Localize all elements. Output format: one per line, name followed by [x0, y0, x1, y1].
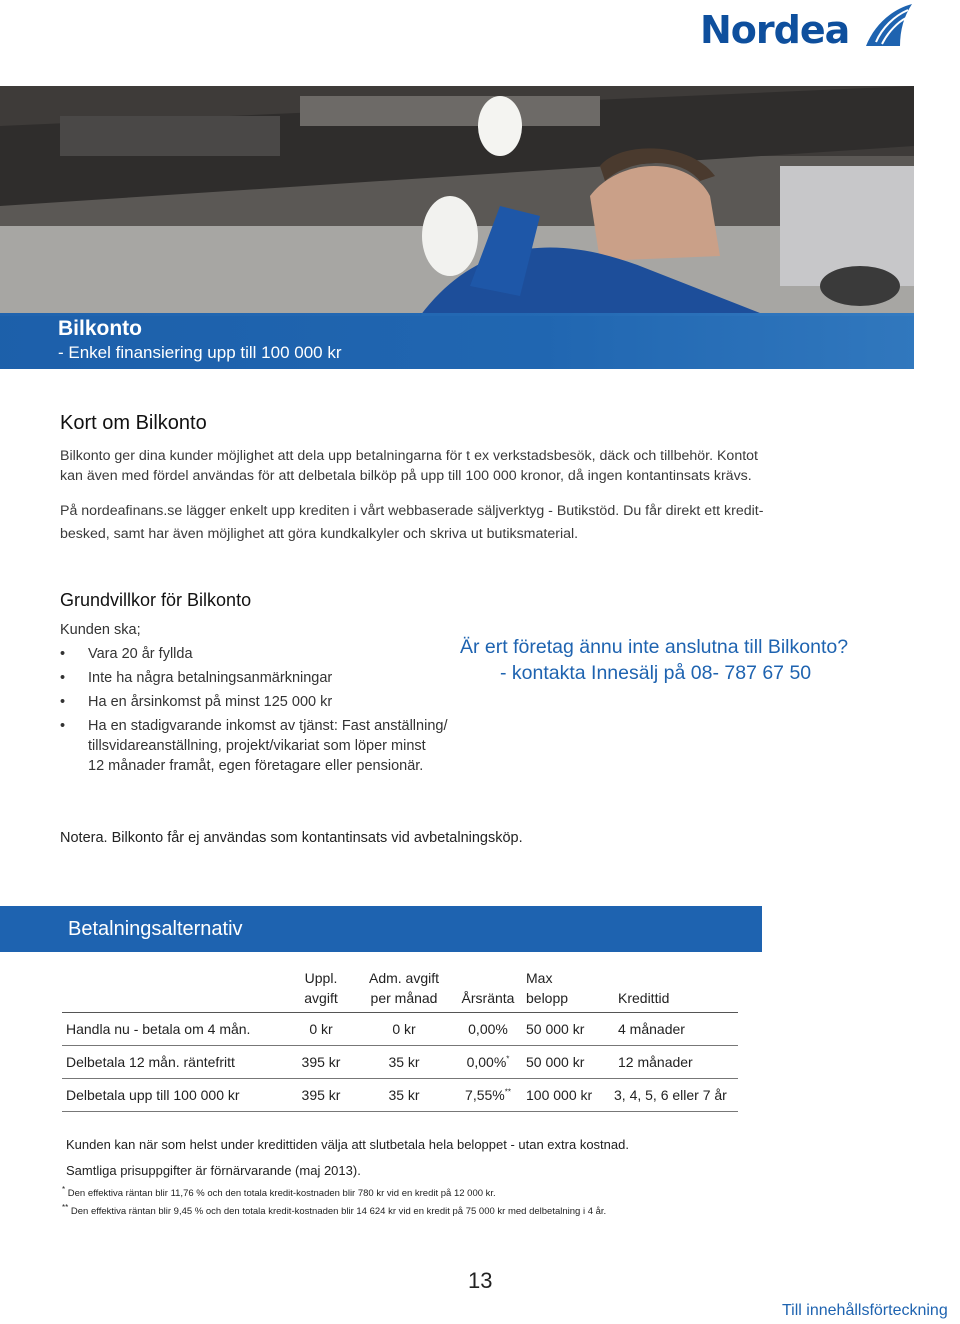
table-header-row [62, 966, 738, 1012]
cta-contact: - kontakta Innesälj på 08- 787 67 50 [500, 662, 812, 684]
payment-note-1: Kunden kan när som helst under kredittiden välja att slutbetala hela beloppet - utan extra kostnad. [66, 1137, 629, 1152]
header-rate: Årsränta [461, 989, 515, 1006]
header-max: Max belopp [526, 969, 569, 1006]
table-row: Handla nu - betala om 4 mån. 0 kr 0 kr 0,00% 50 000 kr 4 månader [62, 1012, 738, 1045]
section-title-betalning: Betalningsalternativ [68, 918, 243, 940]
footnote-1: * Den effektiva räntan blir 11,76 % och den totala kredit-kostnaden blir 780 kr vid en kredit på 12 000 kr. [62, 1185, 496, 1200]
footnote-2: ** Den effektiva räntan blir 9,45 % och den totala kredit-kostnaden blir 14 624 kr vid en kredit på 75 000 kr med delbetalning i 4 år. [62, 1203, 607, 1218]
intro-line-1: Bilkonto ger dina kunder möjlighet att dela upp betalningarna för t ex verkstadsbesök, däck och tillbehör. Kontot [60, 448, 758, 464]
intro-paragraph [60, 446, 860, 486]
table-row: Delbetala upp till 100 000 kr 395 kr 35 kr 7,55%** 100 000 kr 3, 4, 5, 6 eller 7 år [62, 1078, 738, 1111]
butikstod-paragraph [60, 500, 860, 546]
bullet-icon: • [60, 718, 66, 734]
butikstod-line-1: På nordeafinans.se lägger enkelt upp krediten i vårt webbaserade säljverktyg - Butikstöd. Du får direkt ett kredit- [60, 503, 764, 519]
page-number: 13 [468, 1268, 493, 1293]
bullet-icon: • [60, 646, 66, 662]
intro-line-2: kan även med fördel användas för att delbetala bilköp på upp till 100 000 kronor, då ingen kontantinsats krävs. [60, 468, 752, 484]
header-term: Kredittid [618, 989, 670, 1006]
cta-question: Är ert företag ännu inte anslutna till Bilkonto? [460, 636, 849, 658]
hero-image [0, 86, 914, 369]
payment-table [62, 966, 738, 1112]
nordea-logo [700, 2, 915, 54]
list-item: • Ha en årsinkomst på minst 125 000 kr [60, 694, 333, 710]
page-subtitle: - Enkel finansiering upp till 100 000 kr [58, 343, 342, 362]
list-item: • Vara 20 år fyllda [60, 646, 193, 662]
conditions-list [60, 644, 490, 780]
page-title: Bilkonto [58, 317, 142, 340]
header-empty [62, 966, 288, 1012]
list-item: • Inte ha några betalningsanmärkningar [60, 670, 333, 686]
section-title-kort: Kort om Bilkonto [60, 412, 207, 434]
nordea-sail-icon [860, 2, 914, 48]
butikstod-line-2: besked, samt har även möjlighet att göra kundkalkyler och skriva ut butiksmaterial. [60, 526, 579, 542]
bullet-icon: • [60, 694, 66, 710]
notera-text: Notera. Bilkonto får ej användas som kontantinsats vid avbetalningsköp. [60, 830, 523, 846]
header-uppl: Uppl. avgift [304, 969, 338, 1006]
bullet-icon: • [60, 670, 66, 686]
list-item: • Ha en stadigvarande inkomst av tjänst: Fast anställning/ tillsvidareanställning, projekt/vikariat som löper minst 12 månader framåt, egen företagare eller pensionär. [60, 718, 448, 774]
header-adm: Adm. avgift per månad [368, 969, 440, 1006]
conditions-intro: Kunden ska; [60, 622, 141, 638]
table-row: Delbetala 12 mån. räntefritt 395 kr 35 kr 0,00%* 50 000 kr 12 månader [62, 1045, 738, 1078]
toc-link[interactable]: Till innehållsförteckning [782, 1302, 948, 1319]
logo-text: Nordea [700, 8, 850, 52]
section-title-grundvillkor: Grundvillkor för Bilkonto [60, 590, 252, 610]
payment-note-2: Samtliga prisuppgifter är förnärvarande (maj 2013). [66, 1163, 361, 1178]
